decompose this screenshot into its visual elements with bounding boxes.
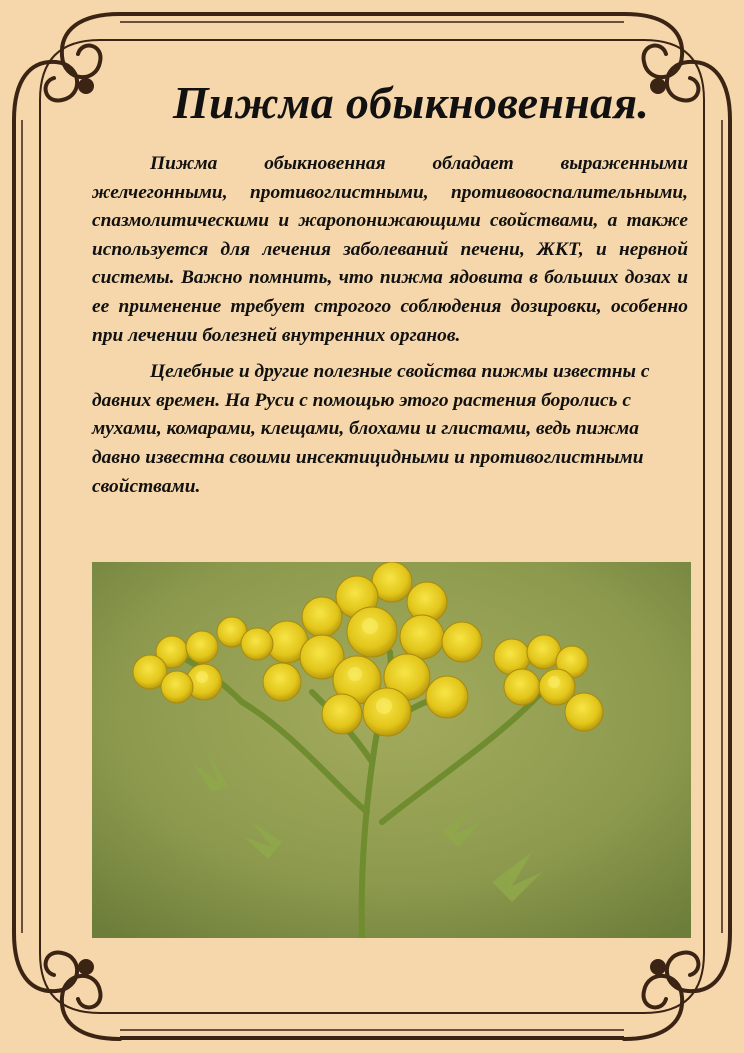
article-body [92, 150, 688, 509]
tansy-photo [92, 562, 691, 938]
paragraph-history: Целебные и другие полезные свойства пижмы известны с давних времен. На Руси с помощью этого растения боролись с мухами, комарами, клещами, блохами и глистами, ведь пижма давно известна своими инсектицидными и противоглистными свойствами. [92, 361, 650, 497]
page-title: Пижма обыкновенная. [172, 77, 650, 128]
paragraph-properties: Пижма обыкновенная обладает выраженными желчегонными, противоглистными, противовоспалительными, спазмолитическими и жаропонижающими свойствами, а также используется для лечения заболеваний печени, ЖКТ, и нервной системы. Важно помнить, что пижма ядовита в больших дозах и ее применение требует строгого соблюдения дозировки, особенно при лечении болезней внутренних органов. [92, 153, 688, 346]
ornamental-corner-icon [14, 933, 120, 1039]
ornamental-corner-icon [624, 933, 730, 1039]
